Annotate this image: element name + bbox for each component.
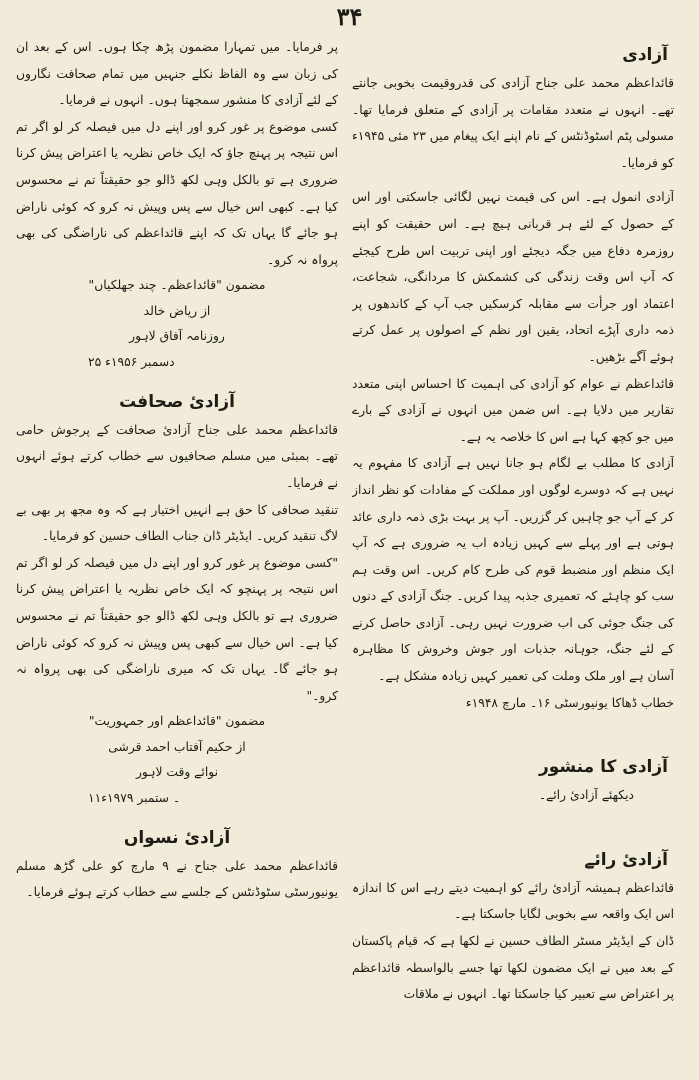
- left-column: [16, 34, 338, 1074]
- page-number: ۳۴: [336, 2, 363, 31]
- paragraph: قائداعظم نے عوام کو آزادی کی اہمیت کا احساس اپنی متعدد تقاریر میں دلایا ہے۔ اس ضمن میں انہوں نے آزادی کے بارے میں جو کچھ کہا ہے اس کا خلاصہ یہ ہے۔: [352, 376, 674, 444]
- reference-line: مضمون "قائداعظم۔ چند جھلکیاں": [88, 278, 266, 293]
- paragraph: دیکھئے آزادیٔ رائے۔: [538, 788, 634, 803]
- heading-niswan: آزادیٔ نسواں: [123, 827, 231, 848]
- paragraph: تنقید صحافی کا حق ہے انہیں اختیار ہے کہ وہ مجھ پر بھی بے لاگ تنقید کریں۔ ایڈیٹر ڈان جناب الطاف حسین کو فرمایا۔: [16, 502, 338, 544]
- reference-date: ۱۱۔ ستمبر ۱۹۷۹ء: [88, 790, 181, 805]
- heading-sahafat: آزادیٔ صحافت: [119, 391, 235, 412]
- right-column: [352, 34, 674, 1074]
- paragraph: "کسی موضوع پر غور کرو اور اپنے دل میں فیصلہ کر لو اگر تم اس نتیجہ پر پہنچو کہ ایک خاص نظریہ یا اعتراض پیش کرنا ضروری ہے تو بالکل وہی لکھ ڈالو جو حقیقتاً تم نے محسوس کیا ہے۔ اس خیال سے کبھی پس وپیش نہ کرو کہ کوئی ناراض ہو جائے گا۔ یہاں تک کہ میری ناراضگی کی بھی پرواہ نہ کرو۔": [16, 555, 338, 703]
- paragraph: کسی موضوع پر غور کرو اور اپنے دل میں فیصلہ کر لو اگر تم اس نتیجہ پر پہنچ جاؤ کہ ایک خاص نظریہ یا اعتراض پیش کرنا ضروری ہے تو بالکل وہی لکھ ڈالو جو حقیقتاً تم نے محسوس کیا ہے۔ کبھی اس خیال سے پس وپیش نہ کرو کہ کوئی ناراض ہو جائے گا یہاں تک کہ اپنے قائداعظم کی ناراضگی کی بھی پرواہ نہ کرو۔: [16, 119, 338, 267]
- paragraph: آزادی کا مطلب بے لگام ہو جانا نہیں ہے آزادی کا مفہوم یہ نہیں ہے کہ دوسرے لوگوں اور مملکت کے مفادات کو نظر انداز کر کے آپ جو چاہیں کر گزریں۔ آپ پر بہت بڑی ذمہ داری عائد ہوتی ہے اور پہلے سے کہیں زیادہ اب یہ ضروری ہے کہ آپ ایک منظم اور منضبط قوم کی طرح کام کریں۔ اس وقت ہم سب کو چاہئے کہ تعمیری جذبہ پیدا کریں۔ جنگ آزادی کے دنوں کی جنگ جوئی کی اب ضرورت نہیں رہی۔ آزادی حاصل کرنے کے لئے جنگ، جوہانہ جذبات اور جوش وخروش کا مظاہرہ آسان ہے اور ملک وملت کی تعمیر کہیں زیادہ مشکل ہے۔: [352, 456, 674, 684]
- paragraph: پر فرمایا۔ میں تمہارا مضمون پڑھ چکا ہوں۔ اس کے بعد ان کی زبان سے وہ الفاظ نکلے جنہیں میں تمام صحافت نگاروں کے لئے آزادی کا منشور سمجھتا ہوں۔ انہوں نے فرمایا۔: [16, 40, 338, 108]
- paragraph: قائداعظم محمد علی جناح نے ۹ مارچ کو علی گڑھ مسلم یونیورسٹی سٹوڈنٹس کے جلسے سے خطاب کرتے ہوئے فرمایا۔: [16, 858, 338, 900]
- paragraph: قائداعظم محمد علی جناح آزادیٔ صحافت کے پرجوش حامی تھے۔ بمبئی میں مسلم صحافیوں سے خطاب کرتے ہوئے انہوں نے فرمایا۔: [16, 422, 338, 491]
- reference-line: نوائے وقت لاہور: [135, 765, 219, 780]
- heading-raye: آزادیٔ رائے: [584, 849, 668, 870]
- reference-line: مضمون "قائداعظم اور جمہوریت": [88, 714, 266, 729]
- reference-line: از ریاض خالد: [143, 303, 211, 318]
- reference-date: ۲۵ دسمبر ۱۹۵۶ء: [88, 354, 175, 369]
- paragraph: آزادی انمول ہے۔ اس کی قیمت نہیں لگائی جاسکتی اور اس کے حصول کے لئے ہر قربانی ہیچ ہے۔ اس حقیقت کو اپنے روزمرہ دفاع میں جگہ دیجئے اور اپنی تربیت اس طرح کیجئے کہ آپ اس وقت زندگی کی کشمکش کا مردانگی، شجاعت، اعتماد اور جرأت سے مقابلہ کرسکیں جب آپ کے کاندھوں پر ذمہ داری آپڑے اتحاد، یقین اور نظم کے اصولوں پر عمل کرتے ہوئے آگے بڑھیں۔: [352, 190, 674, 364]
- source-line: خطاب ڈھاکا یونیورسٹی ۱۶۔ مارچ ۱۹۴۸ء: [465, 695, 674, 710]
- heading-azadi: آزادی: [622, 45, 668, 65]
- paragraph: قائداعظم ہمیشہ آزادیٔ رائے کو اہمیت دیتے رہے اس کا اندازہ اس ایک واقعہ سے بخوبی لگایا جاسکتا ہے۔: [352, 880, 674, 922]
- reference-line: از حکیم آفتاب احمد قرشی: [108, 739, 246, 754]
- reference-line: روزنامہ آفاق لاہور: [129, 329, 225, 344]
- paragraph: ڈان کے ایڈیٹر مسٹر الطاف حسین نے لکھا ہے کہ قیام پاکستان کے بعد میں نے ایک مضمون لکھا تھا جسے بالواسطہ قائداعظم پر اعتراض سے تعبیر کیا جاسکتا تھا۔ انہوں نے ملاقات: [352, 934, 674, 1002]
- paragraph: قائداعظم محمد علی جناح آزادی کی قدروقیمت بخوبی جانتے تھے۔ انہوں نے متعدد مقامات پر آزادی کے متعلق فرمایا تھا۔ مسولی پٹم اسٹوڈنٹس کے نام اپنے ایک پیغام میں ۲۳ مئی ۱۹۴۵ء کو فرمایا۔: [352, 76, 674, 170]
- heading-manshoor: آزادی کا منشور: [538, 757, 668, 778]
